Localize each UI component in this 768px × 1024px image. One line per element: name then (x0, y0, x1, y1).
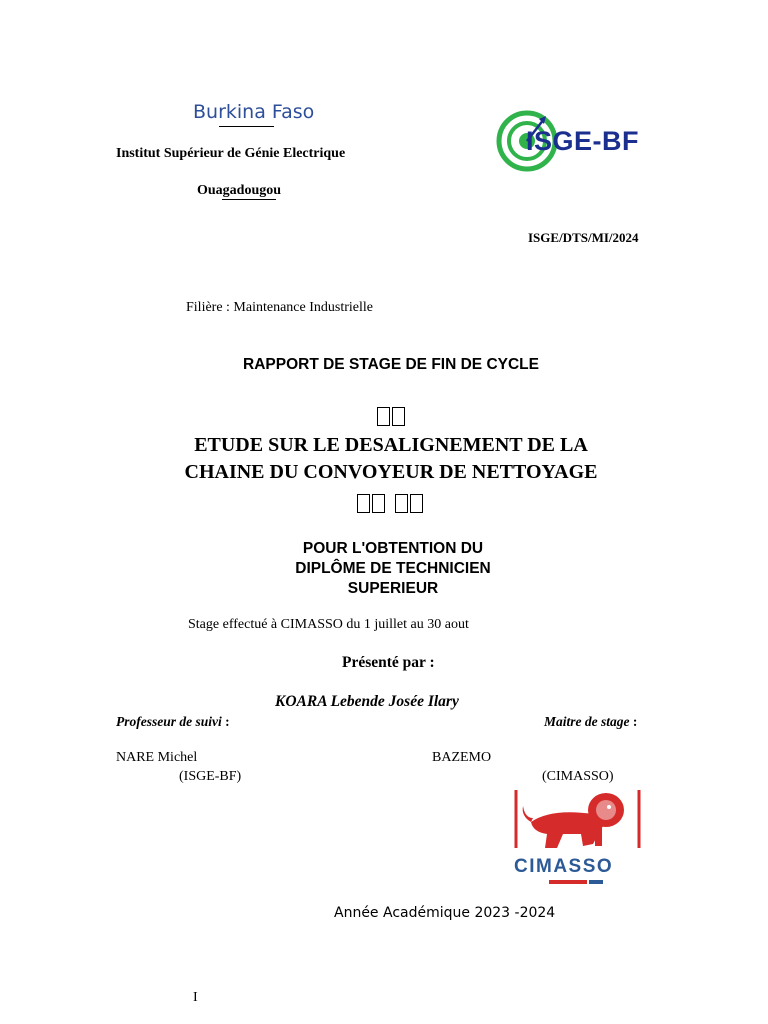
master-label: Maitre de stage (544, 714, 630, 729)
page-number: I (193, 990, 198, 1005)
master-colon: : (629, 714, 638, 729)
supervisor-name: NARE Michel (116, 750, 198, 765)
supervisor-label-row (116, 714, 230, 730)
purpose-line-1: POUR L'OBTENTION DU (302, 540, 484, 557)
title-line-1: ETUDE SUR LE DESALIGNEMENT DE LA (194, 434, 588, 456)
supervisor-org: (ISGE-BF) (179, 769, 242, 784)
purpose-line-2: DIPLÔME DE TECHNICIEN (295, 560, 491, 577)
city-underline (222, 199, 276, 200)
master-label-row (544, 714, 637, 730)
cimasso-logo-bar-blue (589, 880, 603, 884)
master-org: (CIMASSO) (542, 769, 614, 784)
institute-name: Institut Supérieur de Génie Electrique (116, 146, 346, 161)
filiere-label: Filière : Maintenance Industrielle (186, 300, 373, 315)
city-name: Ouagadougou (197, 183, 282, 198)
cimasso-logo-bar (549, 880, 587, 884)
isge-logo-text: ISGE-BF (526, 126, 640, 156)
missing-glyph-icons-bottom (356, 494, 424, 513)
presented-by-label: Présenté par : (342, 654, 435, 671)
academic-year: Année Académique 2023 -2024 (334, 905, 556, 921)
country-underline (219, 126, 274, 127)
report-type: RAPPORT DE STAGE DE FIN DE CYCLE (243, 356, 539, 373)
supervisor-label: Professeur de suivi (116, 714, 222, 729)
reference-code: ISGE/DTS/MI/2024 (528, 230, 639, 245)
stage-info: Stage effectué à CIMASSO du 1 juillet au 30 aout (188, 617, 469, 632)
cimasso-logo (511, 788, 649, 888)
missing-glyph-icons-top (376, 407, 406, 426)
purpose-line-3: SUPERIEUR (347, 580, 439, 597)
master-name: BAZEMO (432, 750, 492, 765)
student-name: KOARA Lebende Josée Ilary (275, 693, 459, 710)
cimasso-logo-text: CIMASSO (514, 856, 614, 877)
country-name: Burkina Faso (193, 101, 315, 123)
title-line-2: CHAINE DU CONVOYEUR DE NETTOYAGE (184, 461, 598, 483)
isge-bf-logo (496, 110, 696, 172)
supervisor-colon: : (221, 714, 230, 729)
